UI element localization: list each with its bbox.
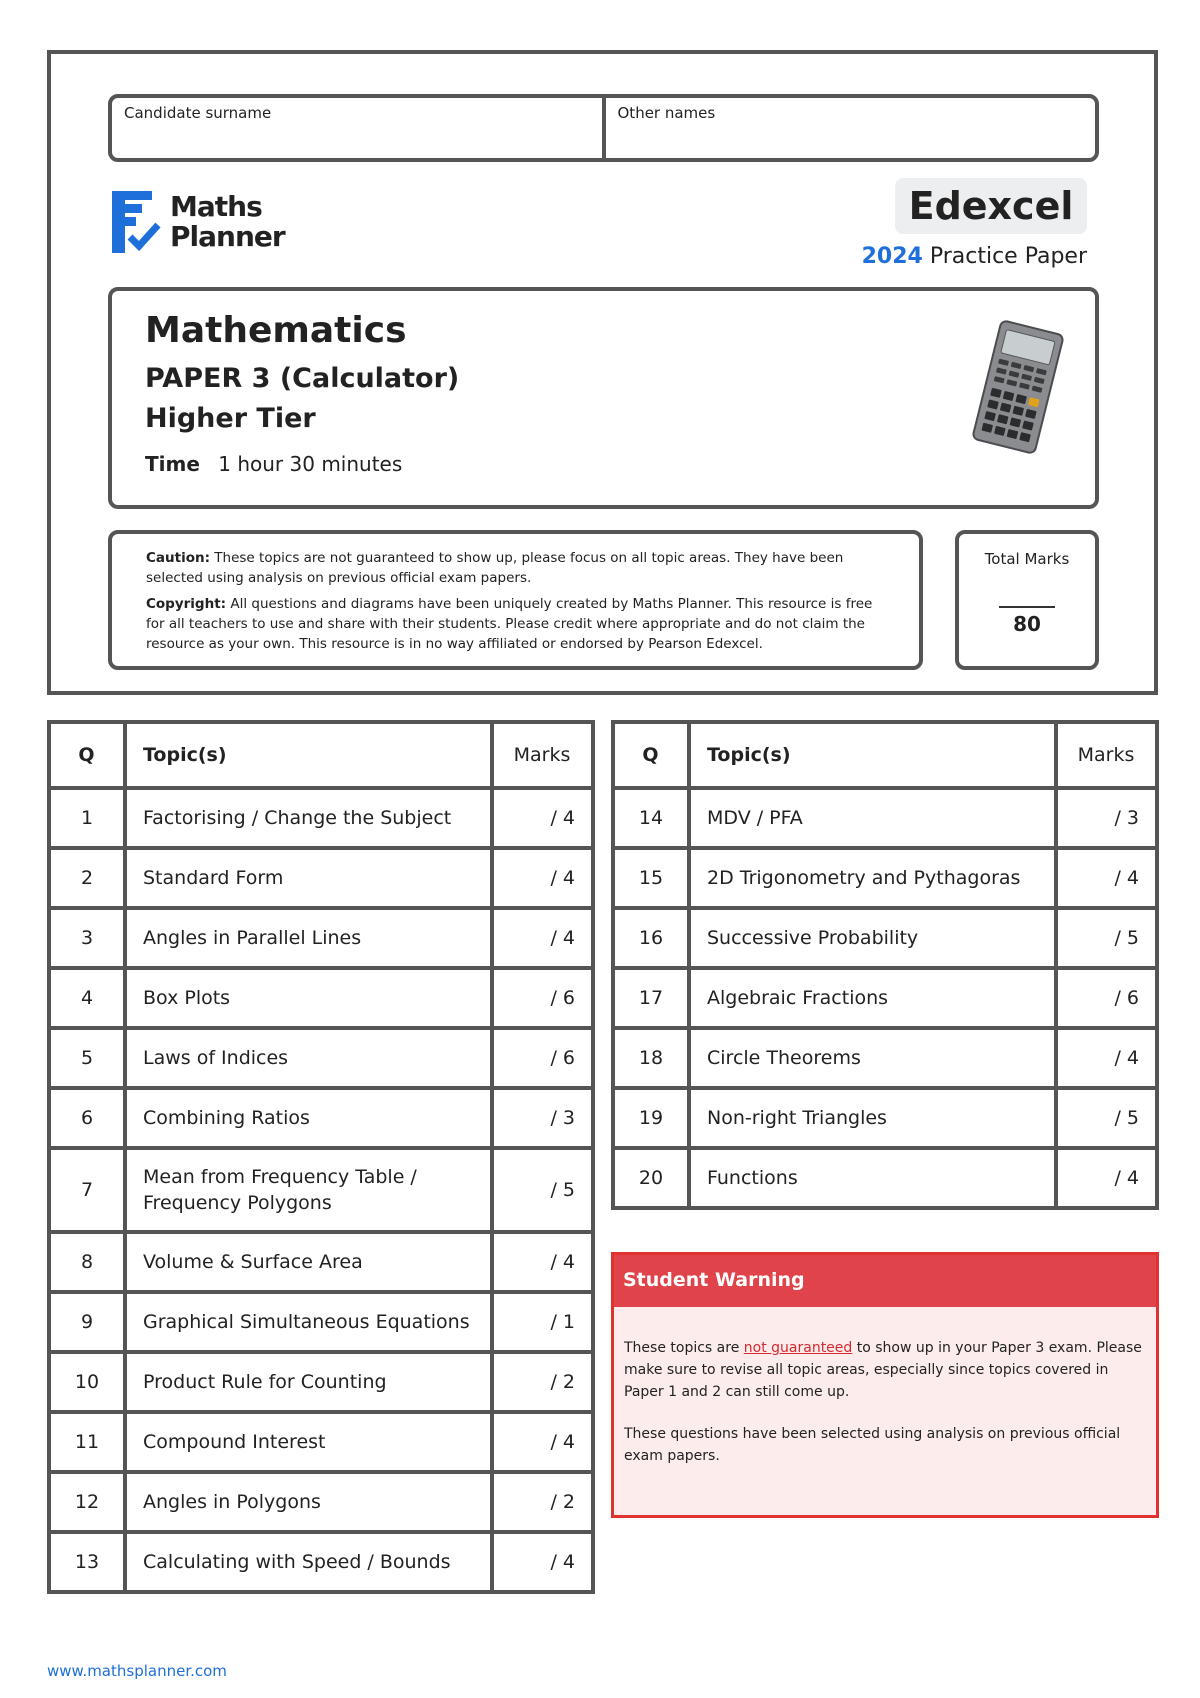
- not-guaranteed-link[interactable]: not guaranteed: [743, 1340, 853, 1356]
- maths-planner-logo: [110, 188, 290, 256]
- marks-value: / 4: [492, 788, 593, 848]
- topic-name: Standard Form: [125, 848, 492, 908]
- column-header-marks: Marks: [492, 722, 593, 788]
- student-warning-box: [611, 1252, 1159, 1518]
- student-warning-body: [614, 1307, 1156, 1467]
- candidate-surname-label: Candidate surname: [124, 104, 272, 122]
- table-row: [613, 1148, 1157, 1208]
- exam-board-name: Edexcel: [895, 178, 1087, 234]
- warning-text-1b: to show up in your Paper 3 exam. Please make sure to revise all topic areas, especially since topics covered in Paper 1 and 2 can still come up.: [624, 1340, 1142, 1400]
- logo-text: [170, 192, 285, 252]
- tier-title: Higher Tier: [145, 403, 316, 434]
- table-row: [49, 1532, 593, 1592]
- warning-text-1a: These topics are: [624, 1340, 744, 1356]
- column-header-topic: Topic(s): [125, 722, 492, 788]
- question-number: 20: [613, 1148, 689, 1208]
- marks-value: / 6: [492, 968, 593, 1028]
- column-header-q: Q: [613, 722, 689, 788]
- table-row: [49, 968, 593, 1028]
- marks-value: / 4: [1056, 1028, 1157, 1088]
- time-label: Time: [145, 452, 200, 476]
- table-row: [49, 848, 593, 908]
- warning-paragraph-1: [624, 1337, 1146, 1403]
- marks-value: / 2: [492, 1352, 593, 1412]
- marks-value: / 5: [492, 1148, 593, 1232]
- table-row: [49, 1028, 593, 1088]
- caution-text: These topics are not guaranteed to show up, please focus on all topic areas. They have been selected using analysis on previous official exam papers.: [146, 550, 844, 586]
- logo-line-2: Planner: [170, 220, 285, 253]
- topics-table-right: [611, 720, 1159, 1210]
- question-number: 9: [49, 1292, 125, 1352]
- question-number: 4: [49, 968, 125, 1028]
- time-value: 1 hour 30 minutes: [218, 452, 403, 476]
- topic-name: Algebraic Fractions: [689, 968, 1056, 1028]
- topic-name: Product Rule for Counting: [125, 1352, 492, 1412]
- marks-value: / 1: [492, 1292, 593, 1352]
- topic-name: Compound Interest: [125, 1412, 492, 1472]
- table-row: [613, 968, 1157, 1028]
- other-names-field[interactable]: [602, 98, 1096, 158]
- question-number: 8: [49, 1232, 125, 1292]
- question-number: 12: [49, 1472, 125, 1532]
- question-number: 17: [613, 968, 689, 1028]
- table-row: [49, 908, 593, 968]
- question-number: 7: [49, 1148, 125, 1232]
- marks-value: / 2: [492, 1472, 593, 1532]
- marks-value: / 4: [1056, 1148, 1157, 1208]
- marks-value: / 5: [1056, 1088, 1157, 1148]
- table-row: [49, 788, 593, 848]
- topic-name: Angles in Parallel Lines: [125, 908, 492, 968]
- candidate-surname-field[interactable]: [112, 98, 602, 158]
- question-number: 18: [613, 1028, 689, 1088]
- table-row: [613, 1028, 1157, 1088]
- question-number: 15: [613, 848, 689, 908]
- table-row: [49, 1232, 593, 1292]
- caution-label: Caution:: [146, 550, 210, 566]
- topic-name: Successive Probability: [689, 908, 1056, 968]
- marks-value: / 4: [492, 908, 593, 968]
- topic-name: Graphical Simultaneous Equations: [125, 1292, 492, 1352]
- question-number: 14: [613, 788, 689, 848]
- marks-value: / 6: [492, 1028, 593, 1088]
- question-number: 16: [613, 908, 689, 968]
- copyright-notice: [146, 594, 893, 654]
- copyright-text: All questions and diagrams have been uniquely created by Maths Planner. This resource is free for all teachers to use and share with their students. Please credit where appropriate and do not claim the resource as your own. This resource is in no way affiliated or endorsed by Pearson Edexcel.: [146, 596, 873, 652]
- warning-paragraph-2: These questions have been selected using analysis on previous official exam papers.: [624, 1426, 1121, 1464]
- exam-time: [145, 452, 402, 476]
- marks-value: / 3: [1056, 788, 1157, 848]
- paper-title: PAPER 3 (Calculator): [145, 363, 460, 394]
- table-row: [613, 848, 1157, 908]
- column-header-topic: Topic(s): [689, 722, 1056, 788]
- table-row: [49, 1472, 593, 1532]
- marks-value: / 5: [1056, 908, 1157, 968]
- practice-paper-label: [820, 244, 1087, 269]
- calculator-icon: [968, 320, 1068, 455]
- topic-name: Volume & Surface Area: [125, 1232, 492, 1292]
- logo-line-1: Maths: [170, 190, 262, 223]
- table-row: [49, 1352, 593, 1412]
- marks-value: / 4: [492, 1412, 593, 1472]
- question-number: 2: [49, 848, 125, 908]
- question-number: 1: [49, 788, 125, 848]
- candidate-name-fields: [108, 94, 1099, 162]
- total-marks-value: 80: [1013, 612, 1041, 636]
- copyright-label: Copyright:: [146, 596, 227, 612]
- table-row: [613, 908, 1157, 968]
- topic-name: Calculating with Speed / Bounds: [125, 1532, 492, 1592]
- marks-value: / 4: [492, 848, 593, 908]
- table-row: [49, 1148, 593, 1232]
- topic-name: Box Plots: [125, 968, 492, 1028]
- table-header-row: [49, 722, 593, 788]
- topics-table-left: [47, 720, 595, 1594]
- table-row: [49, 1292, 593, 1352]
- topic-name: MDV / PFA: [689, 788, 1056, 848]
- marks-value: / 4: [492, 1232, 593, 1292]
- marks-value: / 6: [1056, 968, 1157, 1028]
- total-marks-label: Total Marks: [984, 550, 1070, 568]
- total-marks-box: [955, 530, 1099, 670]
- table-row: [49, 1088, 593, 1148]
- table-row: [49, 1412, 593, 1472]
- practice-year: 2024: [861, 244, 923, 269]
- notice-box: [108, 530, 923, 670]
- question-number: 19: [613, 1088, 689, 1148]
- table-row: [613, 788, 1157, 848]
- topic-name: 2D Trigonometry and Pythagoras: [689, 848, 1056, 908]
- marks-value: / 3: [492, 1088, 593, 1148]
- total-marks-line: [999, 606, 1055, 608]
- question-number: 11: [49, 1412, 125, 1472]
- table-row: [613, 1088, 1157, 1148]
- question-number: 6: [49, 1088, 125, 1148]
- subject-title: Mathematics: [145, 310, 407, 351]
- question-number: 5: [49, 1028, 125, 1088]
- topic-name: Circle Theorems: [689, 1028, 1056, 1088]
- topic-name: Non-right Triangles: [689, 1088, 1056, 1148]
- topic-name: Mean from Frequency Table / Frequency Polygons: [125, 1148, 492, 1232]
- question-number: 10: [49, 1352, 125, 1412]
- marks-value: / 4: [1056, 848, 1157, 908]
- column-header-marks: Marks: [1056, 722, 1157, 788]
- logo-icon: [110, 189, 162, 255]
- topic-name: Factorising / Change the Subject: [125, 788, 492, 848]
- topic-name: Functions: [689, 1148, 1056, 1208]
- practice-text: Practice Paper: [929, 244, 1087, 269]
- question-number: 13: [49, 1532, 125, 1592]
- student-warning-title: Student Warning: [614, 1255, 1156, 1307]
- question-number: 3: [49, 908, 125, 968]
- topic-name: Combining Ratios: [125, 1088, 492, 1148]
- marks-value: / 4: [492, 1532, 593, 1592]
- other-names-label: Other names: [617, 104, 716, 122]
- column-header-q: Q: [49, 722, 125, 788]
- caution-notice: [146, 548, 893, 588]
- website-url[interactable]: www.mathsplanner.com: [47, 1662, 227, 1680]
- topic-name: Angles in Polygons: [125, 1472, 492, 1532]
- topic-name: Laws of Indices: [125, 1028, 492, 1088]
- table-header-row: [613, 722, 1157, 788]
